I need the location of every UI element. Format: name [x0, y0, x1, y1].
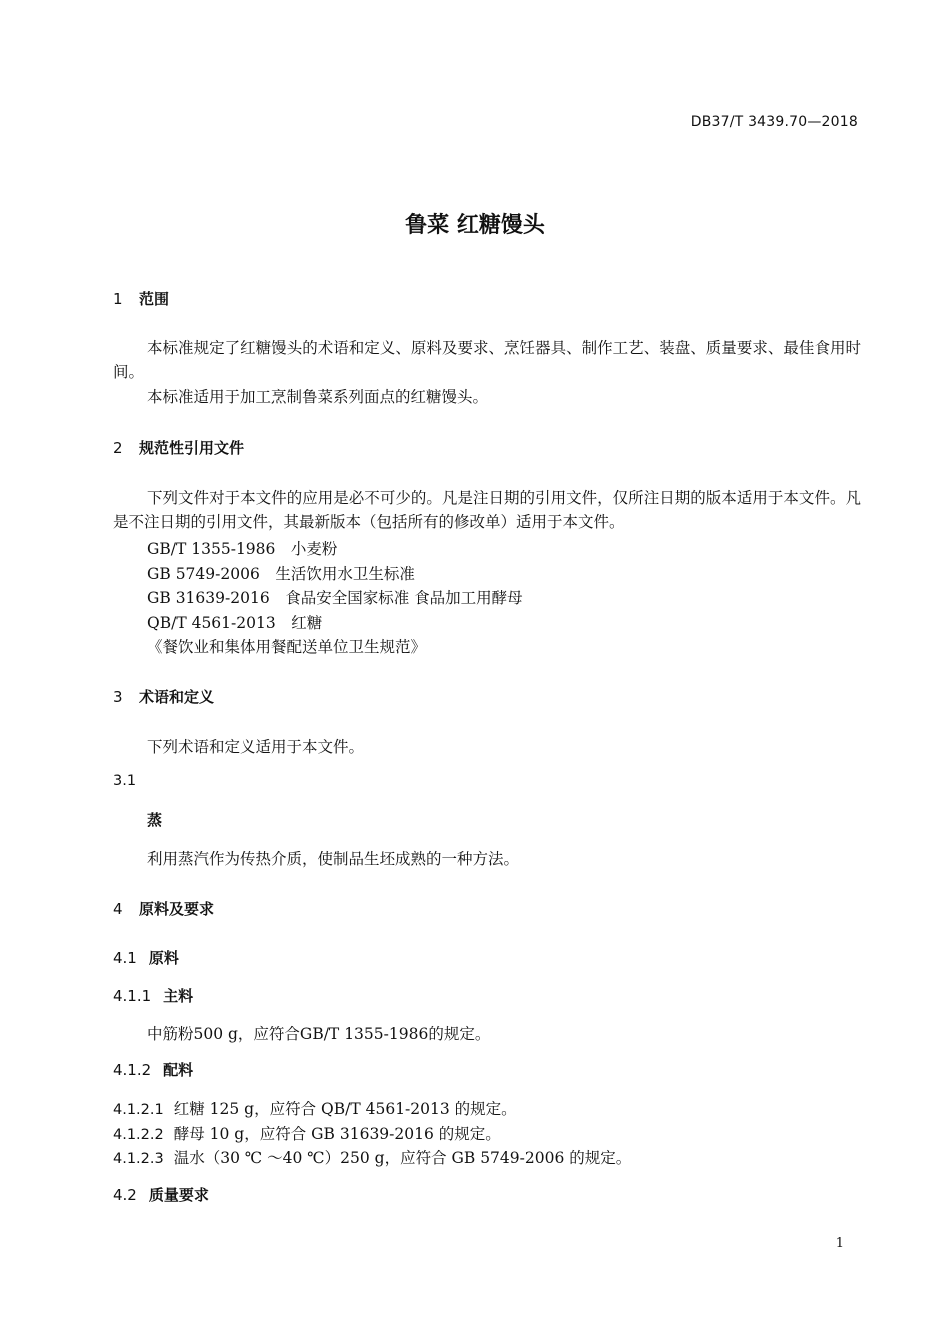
page-number: 1: [835, 1236, 844, 1251]
reference-item: GB 31639-2016 食品安全国家标准 食品加工用酵母: [147, 589, 523, 607]
scope-paragraph-1: 本标准规定了红糖馒头的术语和定义、原料及要求、烹饪器具、制作工艺、装盘、质量要求、最佳食用时间。: [113, 339, 861, 381]
section-number: 1: [113, 290, 123, 308]
document-title: 鲁菜 红糖馒头: [405, 213, 545, 238]
reference-item: QB/T 4561-2013 红糖: [147, 614, 323, 632]
section-title: 规范性引用文件: [139, 439, 245, 457]
ingredient-clause: [113, 1122, 501, 1144]
subsection-title: 主料: [163, 987, 194, 1005]
clause-text: 温水（30 ℃ ～40 ℃）250 g，应符合 GB 5749-2006 的规定。: [173, 1149, 632, 1167]
ingredient-clause: [113, 1146, 631, 1168]
section-heading-2: [113, 437, 244, 458]
normative-references-intro: 下列文件对于本文件的应用是必不可少的。凡是注日期的引用文件，仅所注日期的版本适用于本文件。凡是不注日期的引用文件，其最新版本（包括所有的修改单）适用于本文件。: [113, 489, 861, 531]
term-name: 蒸: [147, 811, 163, 829]
section-number: 4: [113, 900, 123, 918]
subsection-number: 4.1.2: [113, 1061, 152, 1079]
subsection-heading-4-1: [113, 947, 179, 968]
scope-paragraph-2: 本标准适用于加工烹制鲁菜系列面点的红糖馒头。: [147, 388, 489, 406]
subsection-title: 质量要求: [148, 1186, 209, 1204]
subsection-heading-4-1-2: [113, 1059, 193, 1080]
section-heading-1: [113, 288, 169, 309]
reference-item: GB/T 1355-1986 小麦粉: [147, 540, 338, 558]
subsection-number: 4.2: [113, 1186, 137, 1204]
ingredient-clause: [113, 1097, 517, 1119]
clause-number: 4.1.2.2: [113, 1127, 164, 1143]
clause-text: 红糖 125 g，应符合 QB/T 4561-2013 的规定。: [173, 1100, 517, 1118]
document-code: DB37/T 3439.70—2018: [690, 114, 858, 130]
subsection-heading-4-1-1: [113, 985, 193, 1006]
subsection-number: 4.1: [113, 949, 137, 967]
reference-item: GB 5749-2006 生活饮用水卫生标准: [147, 565, 415, 583]
clause-number: 4.1.2.1: [113, 1102, 164, 1118]
section-heading-3: [113, 686, 214, 707]
subsection-title: 配料: [163, 1061, 194, 1079]
section-title: 原料及要求: [139, 900, 215, 918]
term-definition: 利用蒸汽作为传热介质，使制品生坯成熟的一种方法。: [147, 850, 520, 868]
reference-item: 《餐饮业和集体用餐配送单位卫生规范》: [147, 638, 427, 656]
main-ingredient-text: 中筋粉500 g，应符合GB/T 1355-1986的规定。: [147, 1025, 491, 1043]
terms-intro: 下列术语和定义适用于本文件。: [147, 738, 365, 756]
section-number: 3: [113, 688, 123, 706]
term-number: 3.1: [113, 773, 137, 789]
section-heading-4: [113, 898, 214, 919]
subsection-title: 原料: [148, 949, 179, 967]
clause-text: 酵母 10 g，应符合 GB 31639-2016 的规定。: [173, 1125, 501, 1143]
section-title: 术语和定义: [139, 688, 215, 706]
subsection-heading-4-2: [113, 1184, 209, 1205]
subsection-number: 4.1.1: [113, 987, 152, 1005]
section-number: 2: [113, 439, 123, 457]
section-title: 范围: [139, 290, 170, 308]
clause-number: 4.1.2.3: [113, 1151, 164, 1167]
